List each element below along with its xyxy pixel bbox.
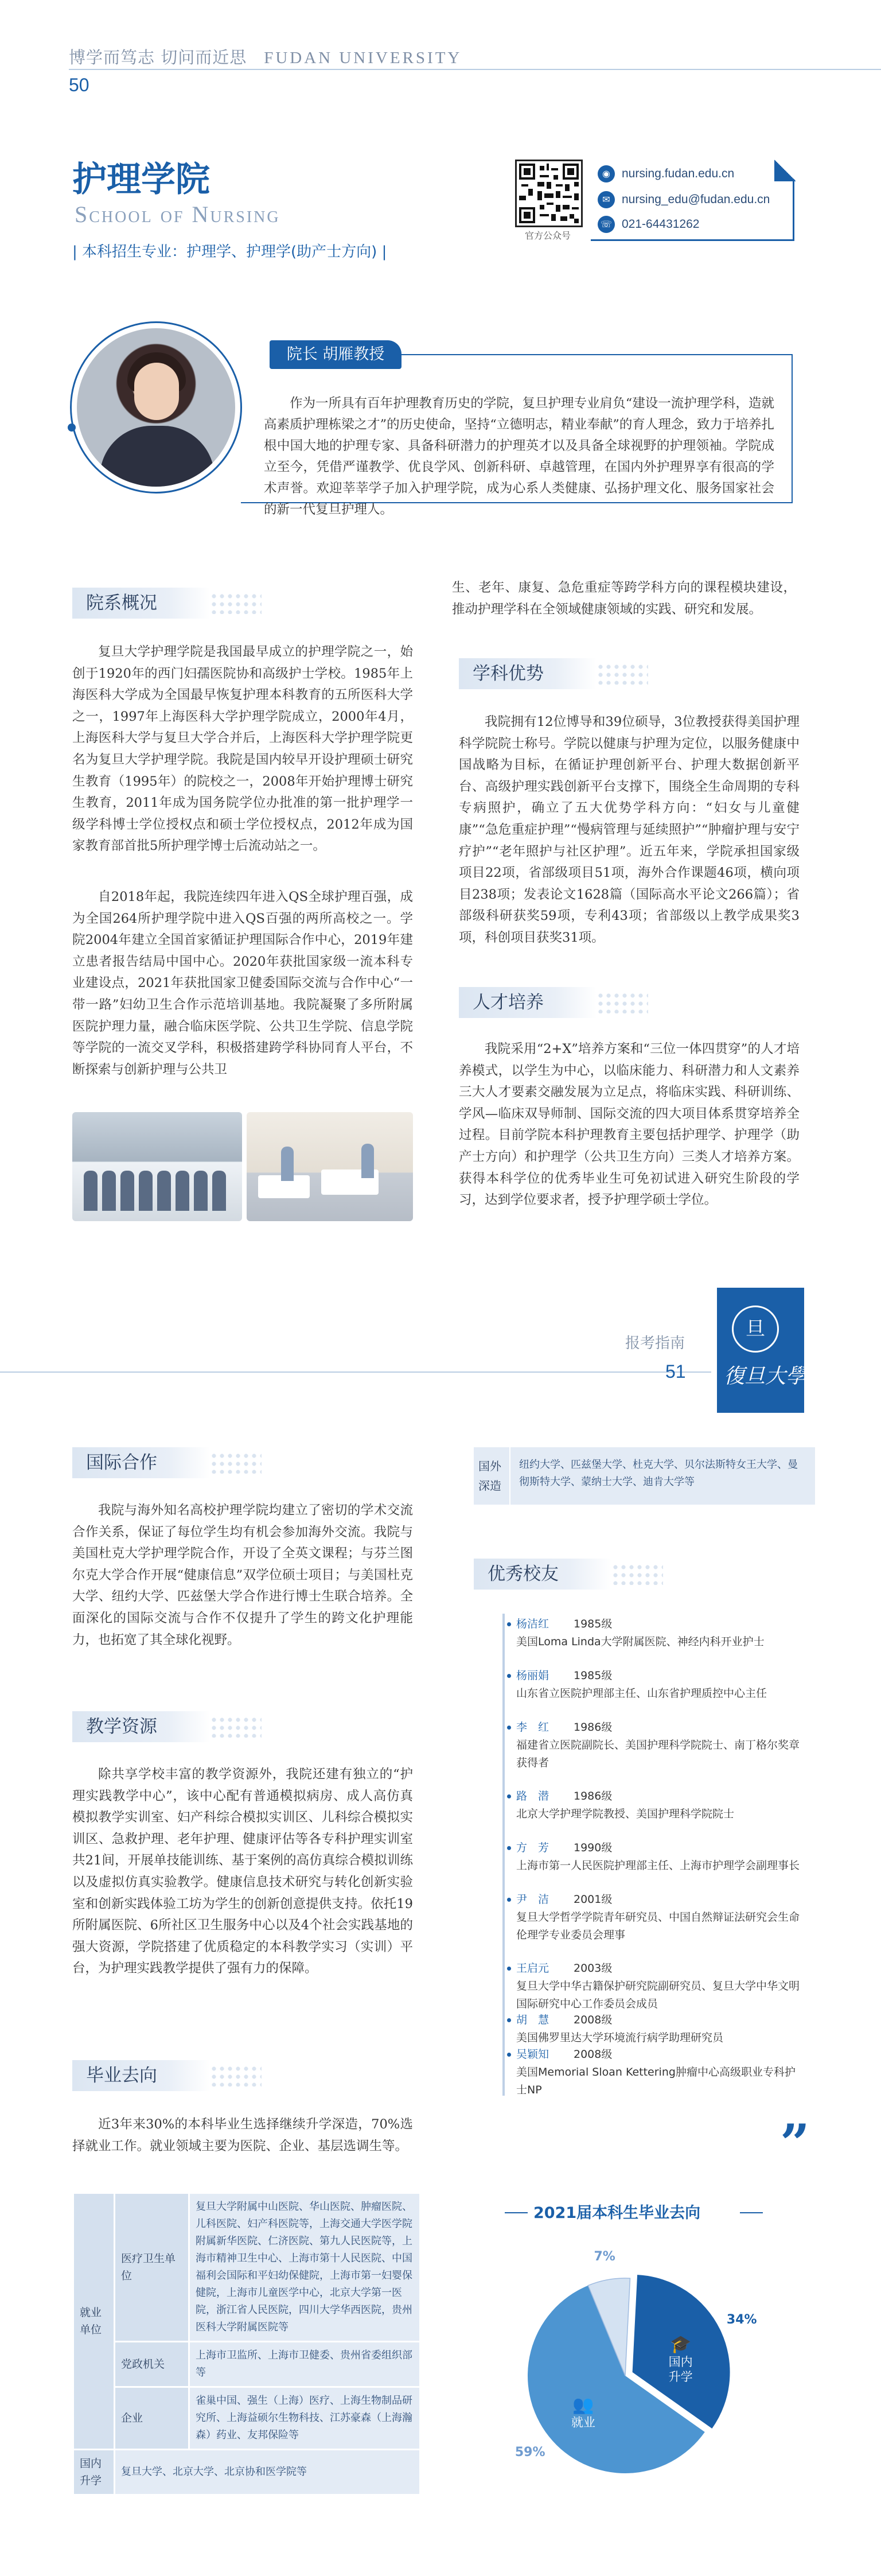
- alumni-description: 复旦大学中华古籍保护研究院副研究员、复旦大学中华文明国际研究中心工作委员会成员: [516, 1980, 800, 2010]
- graduation-cap-icon: 🎓: [669, 2334, 692, 2354]
- qr-code-pattern: [517, 161, 581, 226]
- chart-title-rule-left: [505, 2212, 528, 2213]
- alumni-year: 2001级: [574, 1893, 613, 1906]
- page-title: 护理学院: [72, 160, 210, 200]
- page-number-left: 50: [69, 75, 89, 95]
- dean-frame-right: [792, 354, 793, 503]
- employment-group-label: 就业单位: [73, 2193, 115, 2450]
- alumni-item: [516, 1839, 803, 1875]
- pie-slice-label: 升学: [668, 2369, 693, 2384]
- alumni-timeline-bar: [502, 1614, 505, 2096]
- domestic-study-label: 国内升学: [73, 2450, 115, 2495]
- dean-message: 作为一所具有百年护理教育历史的学院，复旦护理专业肩负“建设一流护理学科，造就高素质护理栋梁之才”的历史使命，坚持“立德明志，精业奉献”的育人理念，致力于培养扎根中国大地的护理专家、具备科研潜力的护理英才以及具备全球视野的护理领袖。学院成立至今，凭借严谨教学、优良学风、创新科研、卓越管理，在国内外护理界享有很高的学术声誉。欢迎莘莘学子加入护理学院，成为心系人类健康、弘扬护理文化、服务国家社会的新一代复旦护理人。: [264, 396, 774, 517]
- alumni-year: 2008级: [574, 2048, 613, 2061]
- section-heading-talent: 人才培养: [459, 987, 597, 1018]
- alumni-name: 尹 洁: [516, 1893, 549, 1906]
- alumni-description: 复旦大学哲学学院青年研究员、中国自然辩证法研究会生命伦理学专业委员会理事: [516, 1911, 800, 1941]
- alumni-name: 杨丽娟: [516, 1669, 549, 1682]
- bullet-dot-icon: [507, 1967, 511, 1971]
- alumni-item: [516, 2046, 803, 2099]
- overseas-study-list: 纽约大学、匹兹堡大学、杜克大学、贝尔法斯特女王大学、曼彻斯特大学、蒙纳士大学、迪肯大学等: [519, 1459, 798, 1488]
- domestic-study-list: 复旦大学、北京大学、北京协和医学院等: [115, 2450, 420, 2495]
- employment-orgs: 复旦大学附属中山医院、华山医院、肿瘤医院、儿科医院、妇产科医院等，上海交通大学医学院附属新华医院、仁济医院、第九人民医院等，上海市精神卫生中心、上海市第十人民医院、中国福利会国际和平妇幼保健院，上海市第一妇婴保健院，上海市儿童医学中心，北京大学第一医院，浙江省人民医院，四川大学华西医院，贵州医科大学附属医院等: [189, 2193, 420, 2342]
- contact-corner-fold: [774, 160, 796, 181]
- employment-table: [72, 2192, 421, 2496]
- employment-pie-chart: [505, 2232, 792, 2496]
- dean-photo: [77, 328, 235, 487]
- alumni-year: 1985级: [574, 1618, 613, 1630]
- alumni-description: 美国佛罗里达大学环境流行病学助理研究员: [516, 2031, 724, 2044]
- alumni-item: [516, 1891, 803, 1944]
- strengths-paragraph: 我院拥有12位博导和39位硕导，3位教授获得美国护理科学院院士称号。学院以健康与护理为定位，以服务健康中国战略为目标，在循证护理创新平台、护理大数据创新平台、高级护理实践创新平台支撑下，围绕全生命周期的专科专病照护，确立了五大优势学科方向：“妇女与儿童健康”“急危重症护理”“慢病管理与延续照护”“肿瘤护理与安宁疗护”“老年照护与社区护理”。近五年来，学院承担国家级项目22项，省部级项目51项，海外合作课题46项，横向项目238项；发表论文1628篇（国际高水平论文266篇）；省部级科研获奖59项，专利43项；省部级以上教学成果奖3项，科创项目获奖31项。: [459, 714, 800, 945]
- alumni-name: 杨洁红: [516, 1618, 549, 1630]
- alumni-description: 福建省立医院副院长、美国护理科学院院士、南丁格尔奖章获得者: [516, 1739, 800, 1769]
- section-heading-alumni: 优秀校友: [474, 1559, 611, 1590]
- talent-paragraph: 我院采用“2+X”培养方案和“三位一体四贯穿”的人才培养模式，以学生为中心，以临床能力、科研潜力和人文素养三大人才要素交融发展为立足点，将临床实践、科研训练、学风—临床双导师制、国际交流的四大项目体系贯穿培养全过程。目前学院本科护理教育主要包括护理学、护理学（助产士方向）和护理学（公共卫生方向）三类人才培养方案。获得本科学位的优秀毕业生可免初试进入研究生阶段的学习，达到学位要求者，授予护理学硕士学位。: [459, 1042, 800, 1208]
- fudan-logo-wordmark: 復旦大學: [724, 1365, 807, 1388]
- contact-phone[interactable]: ☏ 021-64431262: [598, 216, 699, 233]
- table-row: [73, 2342, 420, 2387]
- bullet-dot-icon: [507, 1674, 511, 1678]
- bullet-dot-icon: [507, 2018, 511, 2022]
- page-number-right: 51: [665, 1361, 686, 1382]
- bullet-dot-icon: [507, 1726, 511, 1730]
- fudan-seal-icon: 旦: [732, 1306, 779, 1353]
- employment-type: 党政机关: [115, 2342, 189, 2387]
- dean-name-tag: 院长 胡雁教授: [270, 340, 401, 369]
- alumni-item: [516, 1719, 803, 1772]
- quote-mark-icon: ”: [780, 2113, 810, 2174]
- alumni-name: 方 芳: [516, 1841, 549, 1854]
- table-row: [73, 2193, 420, 2342]
- section-heading-teaching: 教学资源: [72, 1711, 210, 1742]
- pie-percent-label: 34%: [726, 2313, 757, 2328]
- alumni-name: 李 红: [516, 1721, 549, 1734]
- bullet-dot-icon: [507, 1622, 511, 1626]
- overview-paragraph-1: 复旦大学护理学院是我国最早成立的护理学院之一，始创于1920年的西门妇孺医院协和高级护士学校。1985年上海医科大学成为全国最早恢复护理本科教育的五所医科大学之一，1997年上海医科大学护理学院成立，2000年4月，上海医科大学与复旦大学合并后，上海医科大学护理学院更名为复旦大学护理学院。我院是国内较早开设护理硕士研究生教育（1995年）的院校之一，2008年开始护理博士研究生教育，2011年成为国务院学位办批准的第一批护理学一级学科博士学位授权点和硕士学位授权点，2012年成为国家教育部首批5所护理学博士后流动站之一。: [72, 644, 413, 854]
- alumni-item: [516, 1615, 803, 1651]
- dean-decor-dot: [68, 423, 76, 432]
- table-row: [73, 2387, 420, 2450]
- alumni-year: 1990级: [574, 1841, 613, 1854]
- phone-icon: ☏: [598, 216, 615, 233]
- pie-percent-label: 7%: [594, 2249, 615, 2264]
- employment-orgs: 雀巢中国、强生（上海）医疗、上海生物制品研究所、上海益硕尔生物科技、江苏豪森（上海瀚森）药业、友邦保险等: [189, 2387, 420, 2450]
- majors-line: | 本科招生专业：护理学、护理学(助产士方向) |: [72, 243, 387, 261]
- people-icon: 👥: [572, 2395, 594, 2415]
- globe-icon: ◉: [598, 165, 615, 182]
- page-subtitle-en: School of Nursing: [75, 201, 280, 227]
- alumni-item: [516, 1667, 803, 1703]
- chart-title: 2021届本科生毕业去向: [533, 2204, 701, 2222]
- qr-code[interactable]: [515, 160, 583, 227]
- alumni-description: 美国Loma Linda大学附属医院、神经内科开业护士: [516, 1635, 765, 1648]
- chart-title-rule-right: [740, 2212, 763, 2213]
- photo-training-ward: [247, 1112, 413, 1221]
- teaching-paragraph: 除共享学校丰富的教学资源外，我院还建有独立的“护理实践教学中心”，该中心配有普通模拟病房、成人高仿真模拟教学实训室、妇产科综合模拟实训区、儿科综合模拟实训区、急救护理、老年护理、健康评估等各专科护理实训室共21间，开展单技能训练、基于案例的高仿真综合模拟训练以及虚拟仿真实验教学。健康信息技术研究与转化创新实验室和创新实践体验工坊为学生的创新创意提供支持。依托19所附属医院、6所社区卫生服务中心以及4个社会实践基地的强大资源，学院搭建了优质稳定的本科教学实习（实训）平台，为护理实践教学提供了强有力的保障。: [72, 1767, 413, 1976]
- bullet-dot-icon: [507, 1794, 511, 1798]
- header-guide: 报考指南: [625, 1335, 685, 1352]
- header-university: FUDAN UNIVERSITY: [264, 49, 462, 67]
- alumni-description: 美国Memorial Sloan Kettering肿瘤中心高级职业专科护士NP: [516, 2066, 796, 2096]
- dean-frame-top: [401, 354, 793, 355]
- alumni-item: [516, 1788, 803, 1823]
- overview-paragraph-2-continued: 生、老年、康复、急危重症等跨学科方向的课程模块建设，推动护理学科在全领域健康领域的实践、研究和发展。: [452, 580, 796, 617]
- alumni-description: 北京大学护理学院教授、美国护理科学院院士: [516, 1808, 735, 1820]
- alumni-year: 1986级: [574, 1721, 613, 1734]
- contact-box: [591, 160, 794, 241]
- section-heading-international: 国际合作: [72, 1447, 210, 1478]
- pie-percent-label: 59%: [514, 2445, 545, 2460]
- header-divider: [69, 69, 881, 70]
- alumni-item: [516, 1960, 803, 2013]
- mail-icon: ✉: [598, 191, 615, 208]
- pie-slice-label: 国内: [668, 2354, 693, 2369]
- contact-email[interactable]: ✉ nursing_edu@fudan.edu.cn: [598, 191, 770, 208]
- alumni-name: 胡 慧: [516, 2014, 549, 2026]
- contact-website[interactable]: ◉ nursing.fudan.edu.cn: [598, 165, 734, 182]
- section-heading-strengths: 学科优势: [459, 658, 597, 689]
- alumni-description: 山东省立医院护理部主任、山东省护理质控中心主任: [516, 1687, 767, 1700]
- alumni-year: 1985级: [574, 1669, 613, 1682]
- bullet-dot-icon: [507, 1846, 511, 1850]
- table-row: [73, 2450, 420, 2495]
- header-divider-right: [0, 1371, 711, 1373]
- qr-label: 官方公众号: [525, 230, 571, 241]
- employment-type: 医疗卫生单位: [115, 2193, 189, 2342]
- alumni-item: [516, 2011, 803, 2047]
- pie-slice-label: 就业: [571, 2415, 595, 2430]
- alumni-name: 吴颖知: [516, 2048, 549, 2061]
- bullet-dot-icon: [507, 1898, 511, 1902]
- international-paragraph: 我院与海外知名高校护理学院均建立了密切的学术交流合作关系，保证了每位学生均有机会参加海外交流。我院与美国杜克大学护理学院合作，开设了全英文课程；与芬兰图尔克大学合作开展“健康信息”双学位硕士项目；与美国杜克大学、纽约大学、匹兹堡大学合作进行博士生联合培养。全面深化的国际交流与合作不仅提升了学生的跨文化护理能力，也拓宽了其全球化视野。: [72, 1503, 413, 1648]
- overview-paragraph-2: 自2018年起，我院连续四年进入QS全球护理百强，成为全国264所护理学院中进入QS百强的两所高校之一。学院2004年建立全国首家循证护理国际合作中心，2019年建立患者报告结局中国中心。2020年获批国家级一流本科专业建设点，2021年获批国家卫健委国际交流与合作中心“一带一路”妇幼卫生合作示范培训基地。我院凝聚了多所附属医院护理力量，融合临床医学院、公共卫生学院、信息学院等学院的一流交叉学科，积极搭建跨学科协同育人平台，不断探索与创新护理与公共卫: [72, 889, 413, 1077]
- photo-graduation-group: [72, 1112, 242, 1221]
- employment-paragraph: 近3年来30%的本科毕业生选择继续升学深造，70%选择就业工作。就业领域主要为医院、企业、基层选调生等。: [72, 2117, 413, 2154]
- alumni-year: 2003级: [574, 1962, 613, 1975]
- overseas-study-label: 国外深造: [474, 1447, 510, 1505]
- employment-type: 企业: [115, 2387, 189, 2450]
- employment-orgs: 上海市卫监所、上海市卫健委、贵州省委组织部等: [189, 2342, 420, 2387]
- alumni-name: 王启元: [516, 1962, 549, 1975]
- bullet-dot-icon: [507, 2053, 511, 2057]
- section-heading-overview: 院系概况: [72, 588, 210, 619]
- alumni-description: 上海市第一人民医院护理部主任、上海市护理学会副理事长: [516, 1859, 800, 1872]
- section-heading-employment: 毕业去向: [72, 2060, 210, 2091]
- alumni-year: 1986级: [574, 1790, 613, 1802]
- alumni-name: 路 潜: [516, 1790, 549, 1802]
- header-motto: 博学而笃志 切问而近思 FUDAN UNIVERSITY: [69, 48, 462, 67]
- alumni-year: 2008级: [574, 2014, 613, 2026]
